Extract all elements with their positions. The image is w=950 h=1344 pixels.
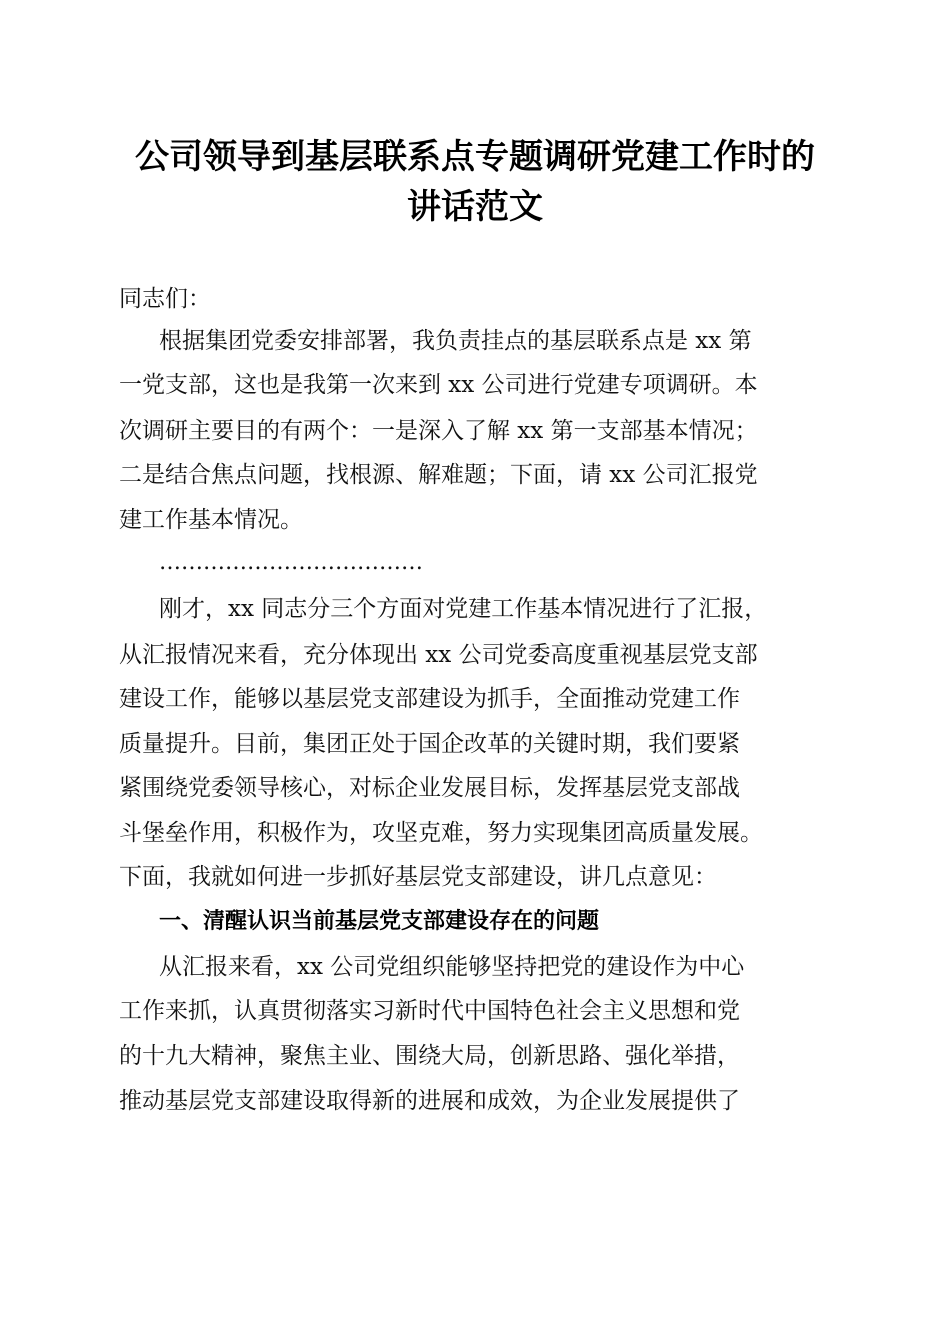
paragraph2-line-6: 斗堡垒作用，积极作为，攻坚克难，努力实现集团高质量发展。 <box>119 820 763 846</box>
paragraph1-line-2: 一党支部，这也是我第一次来到 xx 公司进行党建专项调研。本 <box>119 372 758 398</box>
paragraph2-line-4: 质量提升。目前，集团正处于国企改革的关键时期，我们要紧 <box>119 731 740 757</box>
greeting: 同志们： <box>119 286 211 312</box>
paragraph2-line-2: 从汇报情况来看，充分体现出 xx 公司党委高度重视基层党支部 <box>119 642 758 668</box>
paragraph2-line-1: 刚才，xx 同志分三个方面对党建工作基本情况进行了汇报， <box>159 596 768 622</box>
title-line-1: 公司领导到基层联系点专题调研党建工作时的 <box>135 137 815 177</box>
paragraph2-line-3: 建设工作，能够以基层党支部建设为抓手，全面推动党建工作 <box>119 686 740 712</box>
paragraph2-line-5: 紧围绕党委领导核心，对标企业发展目标，发挥基层党支部战 <box>119 775 740 801</box>
paragraph1-line-1: 根据集团党委安排部署，我负责挂点的基层联系点是 xx 第 <box>159 328 752 354</box>
paragraph2-line-7: 下面，我就如何进一步抓好基层党支部建设，讲几点意见： <box>119 864 717 890</box>
paragraph3-line-1: 从汇报来看，xx 公司党组织能够坚持把党的建设作为中心 <box>159 954 745 980</box>
paragraph1-line-3: 次调研主要目的有两个：一是深入了解 xx 第一支部基本情况； <box>119 418 758 444</box>
paragraph1-line-4: 二是结合焦点问题，找根源、解难题；下面，请 xx 公司汇报党 <box>119 462 758 488</box>
paragraph3-line-2: 工作来抓，认真贯彻落实习新时代中国特色社会主义思想和党 <box>119 998 740 1024</box>
ellipsis-separator: ……………………………… <box>159 550 423 575</box>
section-heading-1: 一、清醒认识当前基层党支部建设存在的问题 <box>159 909 600 934</box>
document-title <box>100 132 850 232</box>
paragraph3-line-3: 的十九大精神，聚焦主业、围绕大局，创新思路、强化举措， <box>119 1043 740 1069</box>
title-line-2: 讲话范文 <box>407 187 543 227</box>
paragraph3-line-4: 推动基层党支部建设取得新的进展和成效，为企业发展提供了 <box>119 1088 740 1114</box>
paragraph1-line-5: 建工作基本情况。 <box>119 507 303 533</box>
